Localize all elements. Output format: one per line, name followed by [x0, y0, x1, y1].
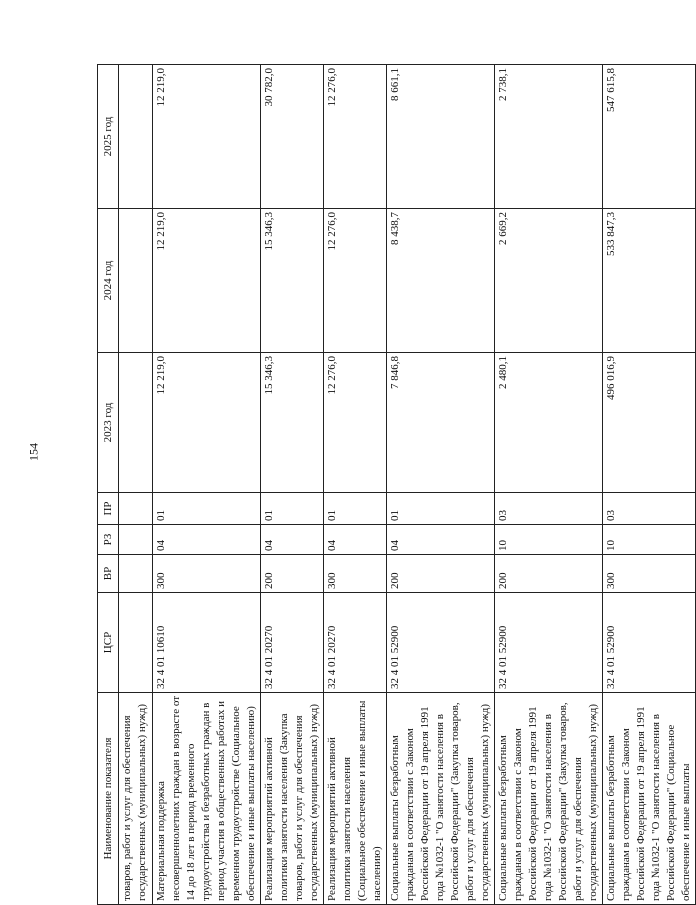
- row-2024: 533 847,3: [603, 209, 696, 353]
- row-vr: 300: [603, 555, 696, 593]
- row-pr: 01: [153, 493, 261, 525]
- row-vr: 200: [387, 555, 495, 593]
- row-name: Материальная поддержка несовершеннолетних граждан в возрасте от 14 до 18 лет в период временного трудоустройства и безработных граждан в период участия в общественных работах и временном трудоустройстве (Социальное обеспечение и иные выплаты населению): [153, 693, 261, 905]
- page-number: 154: [26, 443, 41, 461]
- row-2023: 12 276,0: [324, 353, 387, 493]
- row-2023: 12 219,0: [153, 353, 261, 493]
- row-name: Социальные выплаты безработным гражданам в соответствии с Законом Российской Федерации от 19 апреля 1991 года №1032-1 "О занятости населения в Российской Федерации" (Закупка товаров, работ и услуг для обеспечения государственных (муниципальных) нужд): [495, 693, 603, 905]
- budget-table: [97, 64, 696, 905]
- row-csr: 32 4 01 52900: [495, 593, 603, 693]
- row-name: товаров, работ и услуг для обеспечения государственных (муниципальных) нужд): [119, 693, 153, 905]
- row-csr: 32 4 01 52900: [387, 593, 495, 693]
- row-csr: 32 4 01 52900: [603, 593, 696, 693]
- rotated-table-wrapper: [97, 65, 692, 905]
- table-row: [324, 65, 387, 905]
- row-vr: 200: [495, 555, 603, 593]
- row-2025: 547 615,8: [603, 65, 696, 209]
- row-2025: 8 661,1: [387, 65, 495, 209]
- row-pr: 01: [261, 493, 324, 525]
- row-2024: [119, 209, 153, 353]
- row-name: Социальные выплаты безработным гражданам в соответствии с Законом Российской Федерации от 19 апреля 1991 года №1032-1 "О занятости населения в Российской Федерации" (Закупка товаров, работ и услуг для обеспечения государственных (муниципальных) нужд): [387, 693, 495, 905]
- row-name: Реализация мероприятий активной политики занятости населения (Закупка товаров, работ и услуг для обеспечения государственных (муниципальных) нужд): [261, 693, 324, 905]
- row-pr: 01: [324, 493, 387, 525]
- header-name: Наименование показателя: [98, 693, 119, 905]
- row-csr: [119, 593, 153, 693]
- header-2025: 2025 год: [98, 65, 119, 209]
- row-2023: 15 346,3: [261, 353, 324, 493]
- row-rz: 10: [495, 525, 603, 555]
- row-rz: [119, 525, 153, 555]
- row-2025: 30 782,0: [261, 65, 324, 209]
- table-row: [387, 65, 495, 905]
- table-row: [495, 65, 603, 905]
- row-2024: 2 669,2: [495, 209, 603, 353]
- row-vr: 300: [324, 555, 387, 593]
- row-name: Социальные выплаты безработным гражданам в соответствии с Законом Российской Федерации от 19 апреля 1991 года №1032-1 "О занятости населения в Российской Федерации" (Социальное обеспечение и иные выплаты: [603, 693, 696, 905]
- row-2025: 12 276,0: [324, 65, 387, 209]
- row-csr: 32 4 01 10610: [153, 593, 261, 693]
- row-pr: 03: [603, 493, 696, 525]
- table-header-row: [98, 65, 119, 905]
- row-pr: 01: [387, 493, 495, 525]
- row-2023: [119, 353, 153, 493]
- row-rz: 10: [603, 525, 696, 555]
- header-csr: ЦСР: [98, 593, 119, 693]
- row-2023: 2 480,1: [495, 353, 603, 493]
- row-csr: 32 4 01 20270: [324, 593, 387, 693]
- row-2024: 12 276,0: [324, 209, 387, 353]
- row-vr: 200: [261, 555, 324, 593]
- table-row: [119, 65, 153, 905]
- row-2024: 12 219,0: [153, 209, 261, 353]
- row-name: Реализация мероприятий активной политики занятости населения (Социальное обеспечение и иные выплаты населению): [324, 693, 387, 905]
- row-rz: 04: [153, 525, 261, 555]
- row-rz: 04: [324, 525, 387, 555]
- row-2025: 2 738,1: [495, 65, 603, 209]
- table-row: [603, 65, 696, 905]
- row-pr: [119, 493, 153, 525]
- header-2023: 2023 год: [98, 353, 119, 493]
- row-rz: 04: [261, 525, 324, 555]
- row-2025: 12 219,0: [153, 65, 261, 209]
- table-row: [261, 65, 324, 905]
- row-rz: 04: [387, 525, 495, 555]
- row-vr: [119, 555, 153, 593]
- header-vr: ВР: [98, 555, 119, 593]
- row-vr: 300: [153, 555, 261, 593]
- row-2024: 15 346,3: [261, 209, 324, 353]
- row-pr: 03: [495, 493, 603, 525]
- header-rz: РЗ: [98, 525, 119, 555]
- header-pr: ПР: [98, 493, 119, 525]
- row-2025: [119, 65, 153, 209]
- row-2024: 8 438,7: [387, 209, 495, 353]
- table-row: [153, 65, 261, 905]
- header-2024: 2024 год: [98, 209, 119, 353]
- row-2023: 7 846,8: [387, 353, 495, 493]
- row-csr: 32 4 01 20270: [261, 593, 324, 693]
- row-2023: 496 016,9: [603, 353, 696, 493]
- table-viewport: [97, 65, 692, 905]
